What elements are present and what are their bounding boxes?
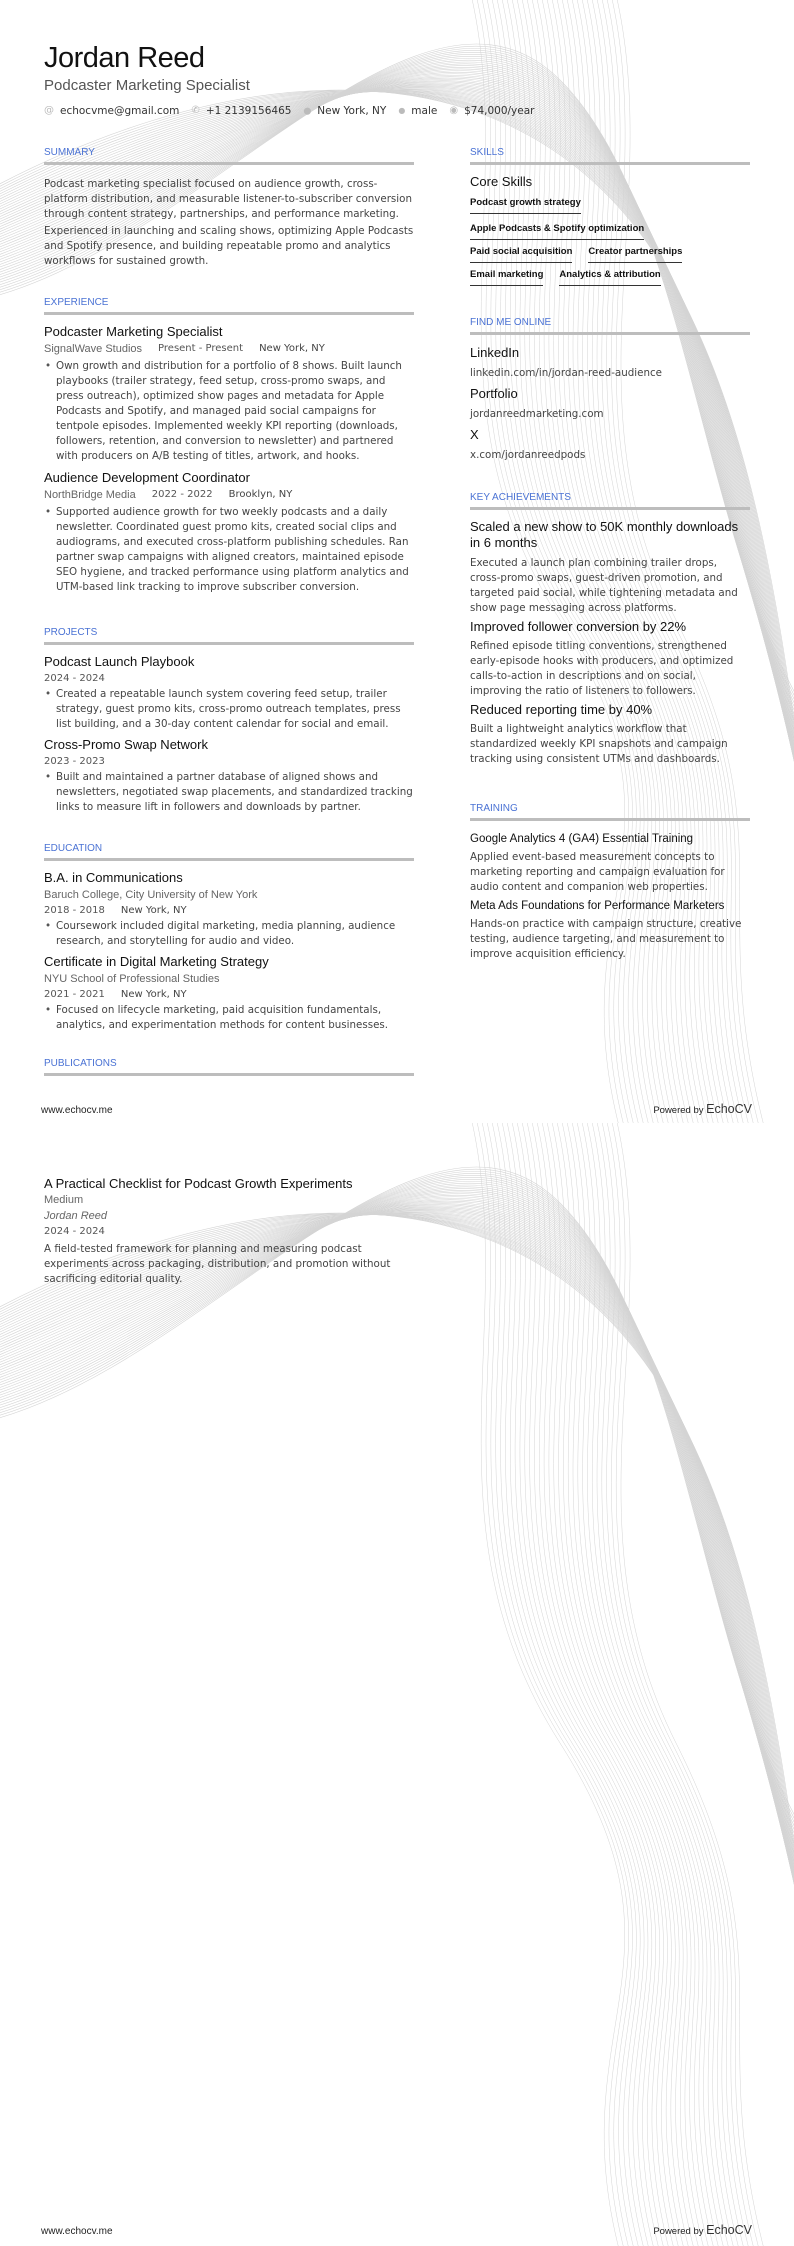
wave-line bbox=[0, 1214, 794, 2084]
wave-line bbox=[0, 1204, 794, 2001]
training-item bbox=[470, 898, 750, 962]
company: NorthBridge Media bbox=[44, 489, 136, 501]
bullet: • Built and maintained a partner database of aligned shows and newsletters, negotiated swap placements, and standardized tracking links to measure lift in followers and downloads by partner. bbox=[56, 770, 414, 815]
location-pin-icon: ⬤ bbox=[303, 107, 312, 115]
online-section bbox=[470, 317, 750, 465]
phone-icon: ✆ bbox=[191, 105, 200, 116]
wave-line bbox=[0, 1211, 794, 2045]
skill-tag: Email marketing bbox=[470, 267, 543, 286]
wave-line bbox=[0, 1214, 794, 2124]
wave-line bbox=[580, 1123, 730, 2246]
achievement-description: Refined episode titling conventions, strengthened early-episode hooks with producers, and optimized calls-to-action in descriptions and on social, improving the ratio of listeners to followers. bbox=[470, 640, 734, 697]
bullet: • Supported audience growth for two weekly podcasts and a daily newsletter. Coordinated guest promo kits, created social clips and audiograms, and executed cross-platform publishing schedules. Ran partner swap campaigns with aligned creators, maintained episode SEO hygiene, and tracked performance using platform analytics and UTM-based link tracking to improve subscriber conversion. bbox=[56, 505, 414, 595]
dates: Present - Present bbox=[158, 343, 244, 354]
experience-section bbox=[44, 297, 414, 595]
school: Baruch College, City University of New York bbox=[44, 889, 258, 901]
summary-section bbox=[44, 147, 414, 269]
achievement-item bbox=[470, 619, 750, 699]
skills-section bbox=[470, 147, 750, 290]
section-divider bbox=[470, 332, 750, 335]
section-divider bbox=[44, 312, 414, 315]
wave-line bbox=[0, 1214, 794, 2073]
wave-line bbox=[550, 1123, 700, 2246]
company: SignalWave Studios bbox=[44, 343, 143, 355]
wave-line bbox=[0, 1214, 794, 2107]
wave-line bbox=[0, 1215, 794, 2096]
section-heading: EXPERIENCE bbox=[44, 297, 109, 308]
achievement-description: Executed a launch plan combining trailer drops, cross-promo swaps, guest-driven promotion, and targeted paid social, while tightening metadata and show page messaging across platforms. bbox=[470, 557, 738, 614]
brand-logo: EchoCV bbox=[706, 2223, 752, 2237]
contact-text: New York, NY bbox=[317, 105, 387, 117]
section-divider bbox=[470, 162, 750, 165]
link-label: Portfolio bbox=[470, 386, 518, 401]
dates: 2023 - 2023 bbox=[44, 756, 105, 767]
dates: 2021 - 2021 bbox=[44, 989, 105, 1000]
contact-phone[interactable] bbox=[191, 103, 291, 119]
wave-line bbox=[0, 1207, 794, 2017]
link-label: LinkedIn bbox=[470, 345, 520, 360]
section-divider bbox=[44, 642, 414, 645]
wave-line bbox=[0, 1200, 794, 1984]
skill-tag: Paid social acquisition bbox=[470, 244, 572, 263]
wave-line bbox=[545, 1123, 695, 2246]
degree: B.A. in Communications bbox=[44, 870, 183, 885]
wave-line bbox=[605, 1123, 755, 2246]
job-title: Audience Development Coordinator bbox=[44, 470, 250, 485]
wave-line bbox=[590, 1123, 740, 2246]
section-divider bbox=[470, 507, 750, 510]
section-heading: PROJECTS bbox=[44, 627, 98, 638]
achievements-section bbox=[470, 492, 750, 767]
publication-title: A Practical Checklist for Podcast Growth Experiments bbox=[44, 1176, 353, 1191]
wave-line bbox=[615, 1123, 765, 2246]
location: New York, NY bbox=[120, 989, 187, 1000]
experience-item bbox=[44, 323, 414, 464]
link-label: X bbox=[470, 427, 479, 442]
achievement-title: Scaled a new show to 50K monthly downloads in 6 months bbox=[470, 519, 739, 550]
contact-location bbox=[303, 103, 386, 119]
achievement-description: Built a lightweight analytics workflow that standardized weekly KPI snapshots and campaign tracking using consistent UTMs and dashboards. bbox=[470, 723, 728, 765]
wave-line bbox=[0, 1214, 794, 2118]
wave-line bbox=[500, 1123, 650, 2246]
achievement-title: Improved follower conversion by 22% bbox=[470, 619, 687, 634]
section-heading: SKILLS bbox=[470, 147, 504, 158]
skill-tag: Apple Podcasts & Spotify optimization bbox=[470, 221, 644, 240]
training-description: Hands-on practice with campaign structure, creative testing, audience targeting, and measurement to improve acquisition efficiency. bbox=[470, 918, 742, 960]
skill-tag: Creator partnerships bbox=[588, 244, 682, 263]
summary-text: Podcast marketing specialist focused on audience growth, cross-platform distribution, and measurable listener-to-subscriber conversion through content strategy, partnerships, and performance marketing. bbox=[44, 178, 412, 220]
wave-line bbox=[0, 1198, 794, 1978]
contact-salary bbox=[449, 103, 534, 119]
footer-site-link[interactable]: www.echocv.me bbox=[41, 1105, 113, 1116]
wave-line bbox=[0, 1211, 794, 2040]
wave-line bbox=[600, 1123, 750, 2246]
section-heading: PUBLICATIONS bbox=[44, 1058, 117, 1069]
education-item bbox=[44, 869, 414, 949]
wave-line bbox=[0, 1189, 794, 1945]
training-description: Applied event-based measurement concepts to marketing reporting and campaign evaluation for audio content and companion web properties. bbox=[470, 851, 725, 893]
powered-by[interactable] bbox=[653, 2223, 752, 2237]
achievement-title: Reduced reporting time by 40% bbox=[470, 702, 653, 717]
location: New York, NY bbox=[120, 905, 187, 916]
wave-line bbox=[0, 1213, 794, 2057]
wave-line bbox=[0, 1197, 794, 1973]
coin-icon: ◉ bbox=[449, 105, 459, 116]
training-item bbox=[470, 831, 750, 895]
powered-by-label: Powered by bbox=[653, 1105, 704, 1116]
candidate-title: Podcaster Marketing Specialist bbox=[44, 77, 250, 94]
wave-line bbox=[610, 1123, 760, 2246]
footer-site-link[interactable]: www.echocv.me bbox=[41, 2226, 113, 2237]
wave-line bbox=[535, 1123, 685, 2246]
degree: Certificate in Digital Marketing Strategy bbox=[44, 954, 269, 969]
wave-line bbox=[0, 1205, 794, 2006]
wave-line bbox=[0, 1195, 794, 1967]
portfolio-link[interactable]: jordanreedmarketing.com bbox=[470, 408, 604, 420]
publication-item bbox=[44, 1175, 414, 1287]
wave-line bbox=[0, 1215, 794, 2102]
section-heading: TRAINING bbox=[470, 803, 518, 814]
wave-line bbox=[0, 1206, 794, 2012]
dates: 2024 - 2024 bbox=[44, 1226, 105, 1237]
wave-line bbox=[515, 1123, 665, 2246]
project-title: Podcast Launch Playbook bbox=[44, 654, 195, 669]
at-icon: @ bbox=[44, 105, 54, 116]
achievement-item bbox=[470, 519, 750, 616]
wave-line bbox=[0, 1212, 794, 2051]
wave-line bbox=[0, 1202, 794, 1995]
wave-line bbox=[0, 1192, 794, 1956]
wave-line bbox=[0, 1177, 794, 1911]
brand-logo: EchoCV bbox=[706, 1102, 752, 1116]
wave-line bbox=[570, 1123, 720, 2246]
section-divider bbox=[44, 162, 414, 165]
contact-text: male bbox=[411, 105, 438, 117]
section-divider bbox=[470, 818, 750, 821]
contact-text: $74,000/year bbox=[464, 105, 535, 117]
wave-line bbox=[0, 1181, 794, 1922]
wave-line bbox=[0, 1190, 794, 1950]
wave-line bbox=[540, 1123, 690, 2246]
bullet: • Focused on lifecycle marketing, paid acquisition fundamentals, analytics, and experimentation methods for content businesses. bbox=[56, 1003, 414, 1033]
wave-line bbox=[0, 1214, 794, 2112]
summary-text: Experienced in launching and scaling shows, optimizing Apple Podcasts and Spotify presence, and building repeatable promo and analytics workflows for sustained growth. bbox=[44, 225, 414, 267]
wave-line bbox=[0, 1183, 794, 1928]
dates: 2024 - 2024 bbox=[44, 673, 105, 684]
wave-line bbox=[0, 1213, 794, 2129]
education-section bbox=[44, 843, 414, 1033]
wave-line bbox=[555, 1123, 705, 2246]
skill-group-title: Core Skills bbox=[470, 174, 533, 189]
wave-line bbox=[490, 1123, 640, 2246]
wave-line bbox=[525, 1123, 675, 2246]
wave-line bbox=[575, 1123, 725, 2246]
project-title: Cross-Promo Swap Network bbox=[44, 737, 208, 752]
wave-line bbox=[0, 1210, 794, 2034]
wave-line bbox=[0, 1214, 794, 2068]
wave-line bbox=[585, 1123, 735, 2246]
wave-line bbox=[0, 1214, 794, 2079]
wave-line bbox=[520, 1123, 670, 2246]
section-heading: FIND ME ONLINE bbox=[470, 317, 552, 328]
wave-line bbox=[475, 1123, 629, 2246]
wave-line bbox=[480, 1123, 632, 2246]
section-heading: KEY ACHIEVEMENTS bbox=[470, 492, 571, 503]
x-link[interactable]: x.com/jordanreedpods bbox=[470, 449, 586, 461]
project-item bbox=[44, 653, 414, 732]
experience-item bbox=[44, 469, 414, 595]
education-item bbox=[44, 953, 414, 1033]
dates: 2018 - 2018 bbox=[44, 905, 105, 916]
contact-text: +1 2139156465 bbox=[205, 105, 292, 117]
training-title: Meta Ads Foundations for Performance Marketers bbox=[470, 900, 725, 912]
wave-line bbox=[0, 1208, 794, 2023]
contact-gender bbox=[398, 103, 437, 119]
section-divider bbox=[44, 1073, 414, 1076]
wave-line bbox=[565, 1123, 715, 2246]
location: Brooklyn, NY bbox=[228, 489, 293, 500]
contact-row bbox=[44, 103, 534, 119]
skill-tag: Analytics & attribution bbox=[559, 267, 660, 286]
wave-line bbox=[0, 1209, 794, 2029]
bullet: • Own growth and distribution for a portfolio of 8 shows. Built launch playbooks (trailer strategy, feed setup, cross-promo swaps, and press outreach), optimized show pages and metadata for Apple Podcasts and Spotify, and managed paid social campaigns for tentpole episodes. Implemented weekly KPI reporting (downloads, followers, retention, and conversion to newsletter) and partnered with producers on A/B testing of titles, artwork, and hooks. bbox=[56, 359, 414, 464]
publications-section bbox=[44, 1058, 414, 1076]
bullet: • Coursework included digital marketing, media planning, audience research, and storytelling for audio and video. bbox=[56, 919, 414, 949]
project-item bbox=[44, 736, 414, 815]
wave-line bbox=[0, 1185, 794, 1933]
section-heading: EDUCATION bbox=[44, 843, 103, 854]
powered-by[interactable] bbox=[653, 1102, 752, 1116]
candidate-name: Jordan Reed bbox=[44, 42, 205, 74]
achievement-item bbox=[470, 702, 750, 767]
wave-line bbox=[0, 1213, 794, 2062]
wave-line bbox=[595, 1123, 745, 2246]
wave-line bbox=[510, 1123, 660, 2246]
section-divider bbox=[44, 858, 414, 861]
bullet: • Created a repeatable launch system covering feed setup, trailer strategy, guest promo kits, cross-promo outreach templates, press list building, and a 30-day content calendar for social and email. bbox=[56, 687, 414, 732]
wave-line bbox=[0, 1187, 794, 1939]
wave-line bbox=[485, 1123, 636, 2246]
training-title: Google Analytics 4 (GA4) Essential Training bbox=[470, 833, 694, 845]
publication-description: A field-tested framework for planning and measuring podcast experiments across packaging, distribution, and promotion without sacrificing editorial quality. bbox=[44, 1243, 391, 1285]
background-wave-pattern bbox=[0, 1123, 794, 2246]
section-heading: SUMMARY bbox=[44, 147, 95, 158]
publisher: Medium bbox=[44, 1194, 84, 1206]
skill-tag: Podcast growth strategy bbox=[470, 195, 581, 214]
wave-line bbox=[0, 1201, 794, 1989]
wave-line bbox=[0, 1215, 794, 2091]
projects-section bbox=[44, 627, 414, 815]
wave-line bbox=[495, 1123, 645, 2246]
wave-line bbox=[0, 1194, 794, 1962]
contact-email[interactable] bbox=[44, 103, 179, 119]
job-title: Podcaster Marketing Specialist bbox=[44, 324, 223, 339]
dates: 2022 - 2022 bbox=[151, 489, 213, 500]
wave-line bbox=[560, 1123, 710, 2246]
person-icon: ● bbox=[398, 106, 406, 115]
school: NYU School of Professional Studies bbox=[44, 973, 220, 985]
contact-text: echocvme@gmail.com bbox=[60, 105, 180, 117]
wave-line bbox=[505, 1123, 655, 2246]
training-section bbox=[470, 803, 750, 962]
powered-by-label: Powered by bbox=[653, 2226, 704, 2237]
linkedin-link[interactable]: linkedin.com/in/jordan-reed-audience bbox=[470, 367, 663, 379]
wave-line bbox=[530, 1123, 680, 2246]
location: New York, NY bbox=[259, 343, 325, 354]
wave-line bbox=[470, 1123, 625, 2246]
wave-line bbox=[0, 1179, 794, 1916]
author: Jordan Reed bbox=[44, 1210, 107, 1222]
